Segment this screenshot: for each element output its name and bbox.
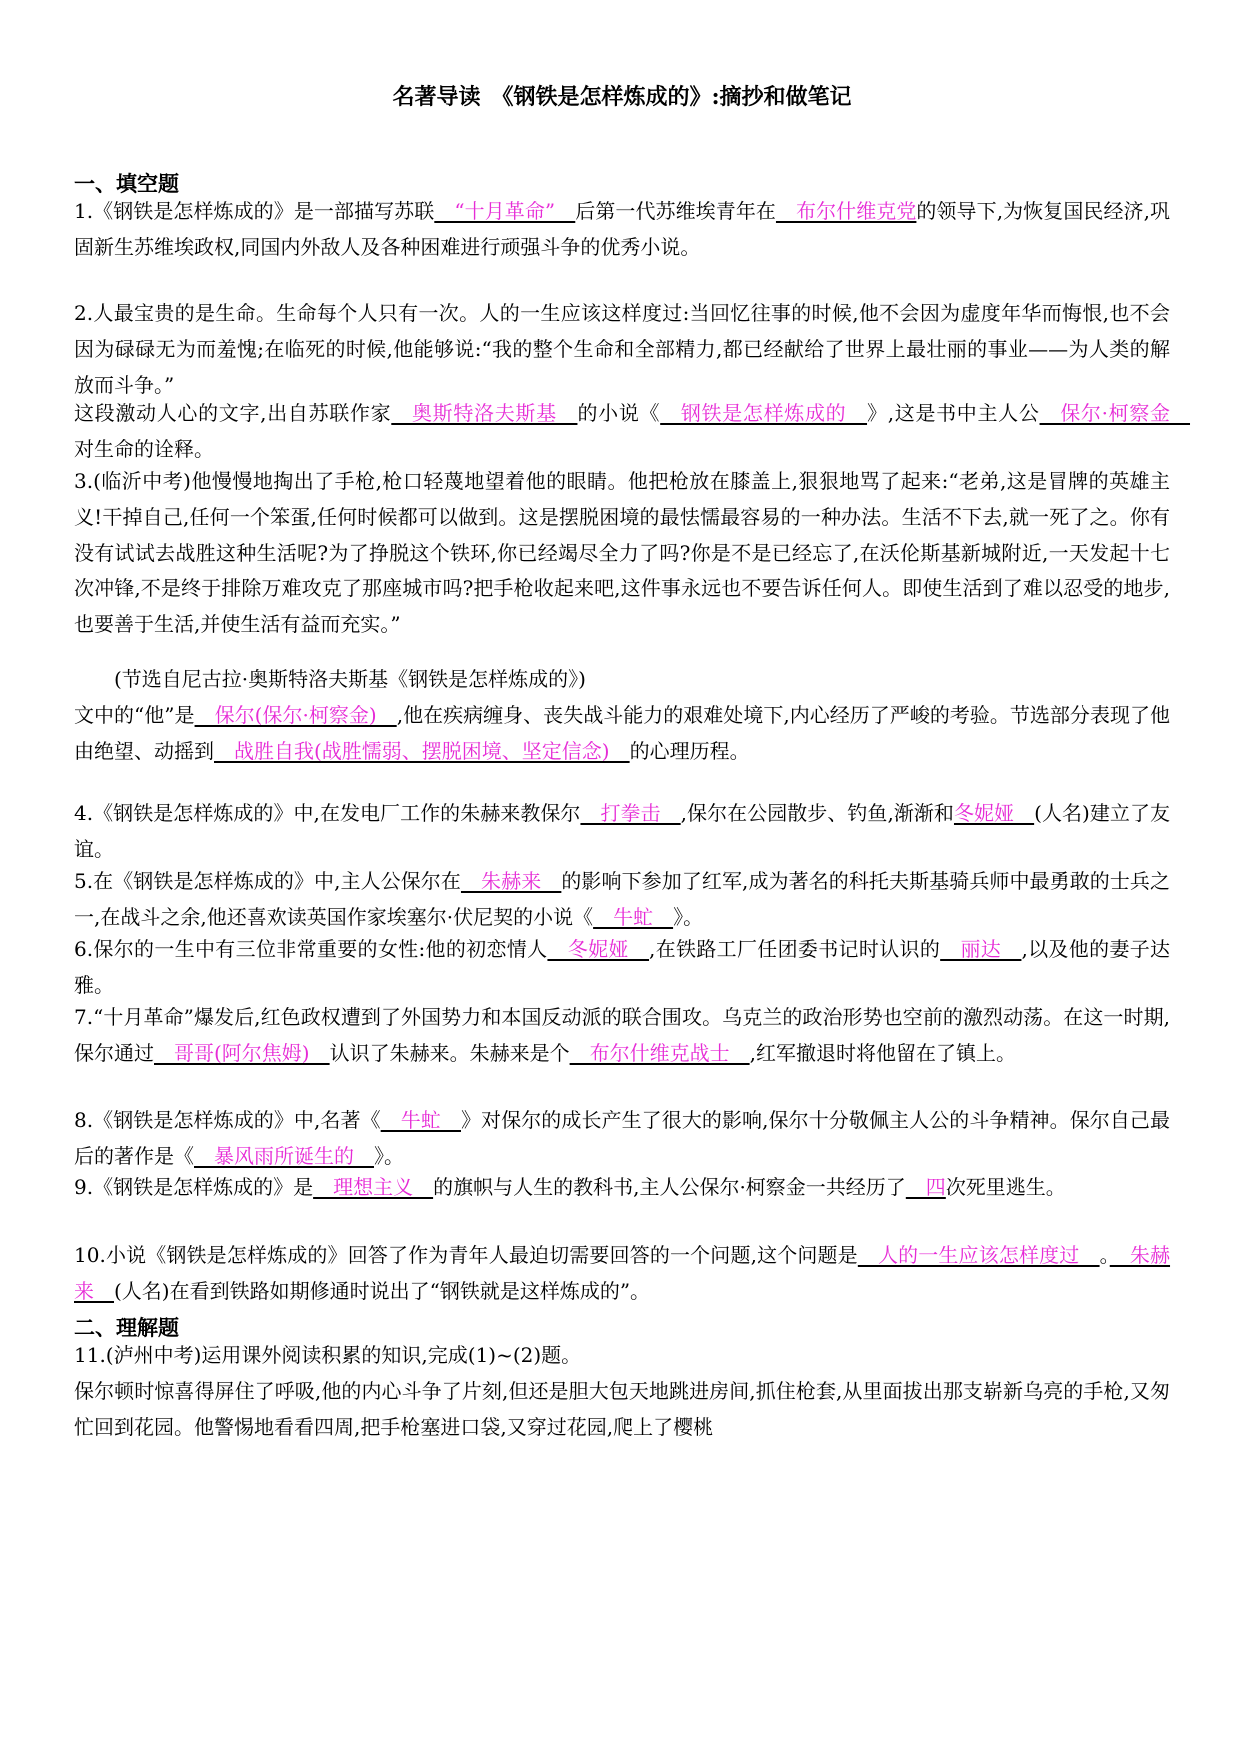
answer-blank: 朱赫来 — [74, 1243, 1171, 1303]
answer-blank: 四 — [905, 1175, 946, 1199]
question-7: 7.“十月革命”爆发后,红色政权遭到了外国势力和本国反动派的联合围攻。乌克兰的政治形势也空前的激烈动荡。在这一时期,保尔通过 哥哥(阿尔焦姆) 认识了朱赫来。朱赫来是个 布尔什维克战士 ,红军撤退时将他留在了镇上。 — [74, 1005, 1170, 1065]
answer-blank: 布尔什维克战士 — [569, 1040, 750, 1065]
answer-blank: 冬妮娅 — [547, 937, 650, 961]
question-6: 6.保尔的一生中有三位非常重要的女性:他的初恋情人 冬妮娅 ,在铁路工厂任团委书记时认识的 丽达 ,以及他的妻子达雅。 — [74, 937, 1171, 997]
answer-blank: 暴风雨所诞生的 — [194, 1143, 374, 1168]
answer-blank: 打拳击 — [580, 801, 681, 825]
answer-blank: 理想主义 — [313, 1175, 434, 1199]
question-3: 文中的“他”是 保尔(保尔·柯察金) ,他在疾病缠身、丧失战斗能力的艰难处境下,内心经历了严峻的考验。节选部分表现了他由绝望、动摇到 战胜自我(战胜懦弱、摆脱困境、坚定信念) 的心理历程。 — [74, 703, 1170, 763]
question-4: 4.《钢铁是怎样炼成的》中,在发电厂工作的朱赫来教保尔 打拳击 ,保尔在公园散步、钓鱼,渐渐和冬妮娅 (人名)建立了友谊。 — [74, 801, 1171, 861]
question-9: 9.《钢铁是怎样炼成的》是 理想主义 的旗帜与人生的教科书,主人公保尔·柯察金一共经历了 四次死里逃生。 — [74, 1175, 1066, 1199]
answer-blank: 哥哥(阿尔焦姆) — [154, 1040, 330, 1065]
answer-blank: 人的一生应该怎样度过 — [857, 1243, 1100, 1267]
answer-blank: 冬妮娅 — [953, 801, 1035, 825]
answer-blank: 保尔·柯察金 — [1039, 401, 1191, 425]
answer-blank: 奥斯特洛夫斯基 — [391, 401, 578, 425]
question-2-quote: 2.人最宝贵的是生命。生命每个人只有一次。人的一生应该这样度过:当回忆往事的时候,他不会因为虚度年华而悔恨,也不会因为碌碌无为而羞愧;在临死的时候,他能够说:“我的整个生命和全部精力,都已经献给了世界上最壮丽的事业——为人类的解放而斗争。” — [74, 301, 1170, 397]
answer-blank: 保尔(保尔·柯察金) — [194, 703, 397, 727]
section-heading-comprehension: 二、理解题 — [74, 1315, 179, 1340]
question-1: 1.《钢铁是怎样炼成的》是一部描写苏联 “十月革命” 后第一代苏维埃青年在 布尔什维克党的领导下,为恢复国民经济,巩固新生苏维埃政权,同国内外敌人及各种困难进行顽强斗争的优秀小说。 — [74, 199, 1171, 259]
answer-blank: 钢铁是怎样炼成的 — [660, 401, 868, 425]
section-heading-fill-blank: 一、填空题 — [74, 171, 179, 196]
question-3-source: (节选自尼古拉·奥斯特洛夫斯基《钢铁是怎样炼成的》) — [114, 667, 586, 691]
answer-blank: 布尔什维克党 — [775, 199, 917, 223]
question-10: 10.小说《钢铁是怎样炼成的》回答了作为青年人最迫切需要回答的一个问题,这个问题是 人的一生应该怎样度过 。 朱赫来 (人名)在看到铁路如期修通时说出了“钢铁就是这样炼成的”。 — [74, 1243, 1171, 1303]
question-11: 11.(泸州中考)运用课外阅读积累的知识,完成(1)~(2)题。 — [74, 1343, 582, 1367]
answer-blank: 丽达 — [940, 937, 1022, 961]
question-11-quote: 保尔顿时惊喜得屏住了呼吸,他的内心斗争了片刻,但还是胆大包天地跳进房间,抓住枪套,从里面拔出那支崭新乌亮的手枪,又匆忙回到花园。他警惕地看看四周,把手枪塞进口袋,又穿过花园,爬上了樱桃 — [74, 1379, 1170, 1439]
question-3-quote: 3.(临沂中考)他慢慢地掏出了手枪,枪口轻蔑地望着他的眼睛。他把枪放在膝盖上,狠狠地骂了起来:“老弟,这是冒牌的英雄主义!干掉自己,任何一个笨蛋,任何时候都可以做到。这是摆脱困境的最怯懦最容易的一种办法。生活不下去,就一死了之。你有没有试试去战胜这种生活呢?为了挣脱这个铁环,你已经竭尽全力了吗?你是不是已经忘了,在沃伦斯基新城附近,一天发起十七次冲锋,不是终于排除万难攻克了那座城市吗?把手枪收起来吧,这件事永远也不要告诉任何人。即使生活到了难以忍受的地步,也要善于生活,并使生活有益而充实。” — [74, 469, 1170, 637]
answer-blank: 牛虻 — [593, 904, 674, 929]
question-2: 这段激动人心的文字,出自苏联作家 奥斯特洛夫斯基 的小说《 钢铁是怎样炼成的 》,这是书中主人公 保尔·柯察金 对生命的诠释。 — [74, 401, 1191, 461]
answer-blank: “十月革命” — [434, 199, 576, 223]
answer-blank: 战胜自我(战胜懦弱、摆脱困境、坚定信念) — [214, 738, 630, 763]
answer-blank: 朱赫来 — [460, 869, 562, 893]
page-title: 名著导读 《钢铁是怎样炼成的》:摘抄和做笔记 — [392, 84, 852, 110]
question-5: 5.在《钢铁是怎样炼成的》中,主人公保尔在 朱赫来 的影响下参加了红军,成为著名的科托夫斯基骑兵师中最勇敢的士兵之一,在战斗之余,他还喜欢读英国作家埃塞尔·伏尼契的小说《 牛虻 》。 — [74, 869, 1171, 929]
answer-blank: 牛虻 — [380, 1108, 461, 1132]
question-8: 8.《钢铁是怎样炼成的》中,名著《 牛虻 》对保尔的成长产生了很大的影响,保尔十分敬佩主人公的斗争精神。保尔自己最后的著作是《 暴风雨所诞生的 》。 — [74, 1108, 1171, 1168]
